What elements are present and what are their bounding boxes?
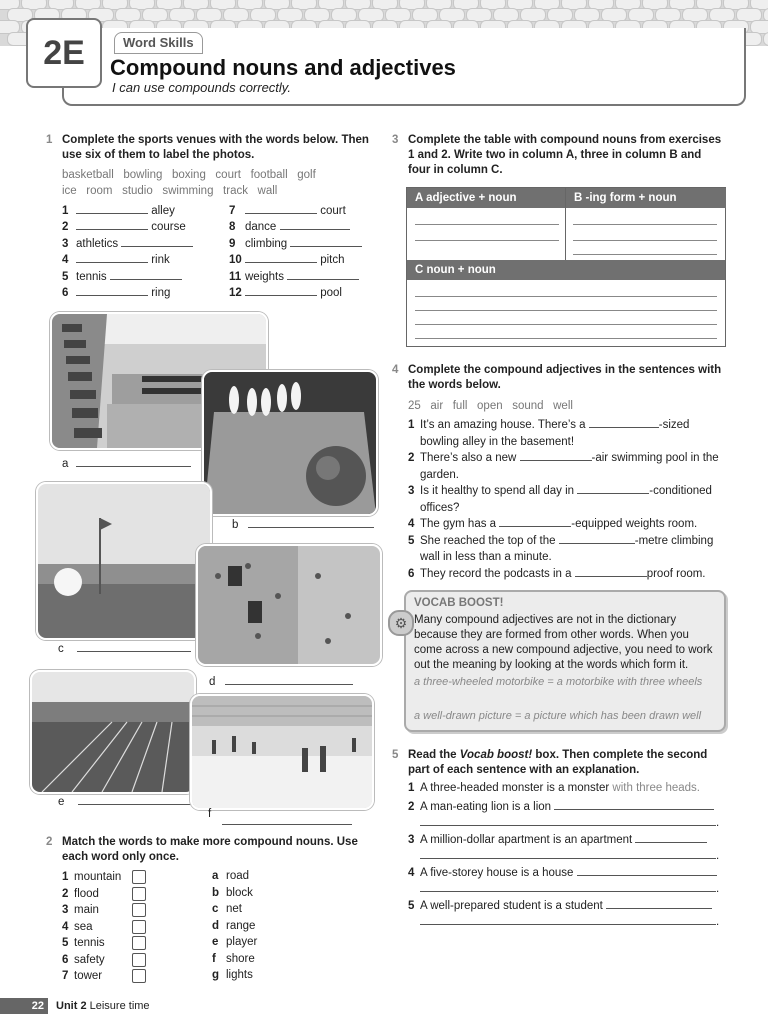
sentence-item: [408, 483, 728, 500]
match-option: [212, 953, 257, 970]
footer-unit-label: Unit 2: [56, 1000, 87, 1012]
exercise-5-items: [408, 782, 728, 931]
answer-blank[interactable]: [589, 417, 659, 428]
photo-letter: f: [208, 808, 212, 820]
instruction-text: box. Then complete the second part of each sentence with an explanation.: [408, 749, 708, 776]
sentence-item: [408, 533, 728, 550]
word-box-line: ice room studio swimming track wall: [62, 185, 278, 197]
match-option: [212, 969, 257, 986]
item-number: 4: [62, 254, 69, 266]
item-text: weights: [245, 271, 284, 283]
ice-rink-image: [192, 696, 372, 808]
match-checkbox[interactable]: [132, 969, 146, 983]
exercise-3: [392, 133, 726, 178]
item-number: 6: [62, 953, 69, 966]
match-item: [62, 887, 146, 904]
sentence-item: [408, 832, 728, 848]
venue-item: [62, 236, 193, 250]
match-checkbox[interactable]: [132, 953, 146, 967]
option-word: lights: [226, 969, 253, 981]
exercise-3-instruction: Complete the table with compound nouns from exercises 1 and 2. Write two in column A, three in column B and four in column C.: [408, 134, 722, 176]
answer-blank[interactable]: [577, 865, 717, 876]
answer-line[interactable]: [573, 240, 717, 241]
exercise-4-items: [408, 417, 728, 582]
answer-blank[interactable]: [76, 285, 148, 296]
option-letter: f: [212, 952, 216, 965]
answer-blank[interactable]: [420, 914, 716, 925]
exercise-number: 4: [392, 364, 399, 376]
item-word: flood: [74, 887, 99, 900]
sentence-text: -metre climbing: [634, 534, 714, 547]
sentence-text: -sized: [658, 419, 690, 431]
item-word: sea: [74, 920, 93, 933]
match-option: [212, 903, 257, 920]
continuation-line: .: [408, 815, 728, 832]
photo-label-f-line: [222, 814, 352, 828]
sentence-item: [408, 865, 728, 881]
answer-line[interactable]: [573, 224, 717, 225]
item-number: 5: [62, 271, 69, 283]
match-option: [212, 920, 257, 937]
photo-letter: b: [232, 519, 239, 531]
answer-blank[interactable]: [420, 881, 716, 892]
item-number: 7: [229, 205, 236, 217]
word-box: 25 air full open sound well: [408, 400, 573, 412]
answer-blank[interactable]: [121, 236, 193, 247]
section-tab: Word Skills: [114, 32, 203, 54]
exercise-4-instruction: Complete the compound adjectives in the sentences with the words below.: [408, 364, 722, 391]
photo-label-b: [232, 517, 374, 531]
option-letter: g: [212, 969, 220, 981]
column-b-header: B -ing form + noun: [565, 188, 726, 208]
answer-line[interactable]: [415, 324, 717, 325]
answer-line[interactable]: [415, 310, 717, 311]
item-number: 11: [229, 271, 242, 283]
item-text: dance: [245, 221, 277, 233]
sentence-text: A million-dollar apartment is an apartment: [420, 834, 633, 846]
match-item: [62, 953, 146, 970]
sentence-text: They record the podcasts in a: [420, 567, 572, 580]
item-number: 2: [408, 801, 415, 813]
venue-item: [62, 285, 170, 299]
answer-line[interactable]: [415, 296, 717, 297]
answer-blank[interactable]: [290, 236, 362, 247]
item-text: climbing: [245, 238, 288, 250]
item-text: pool: [320, 287, 342, 299]
photo-label-c: [58, 641, 191, 655]
answer-blank[interactable]: [245, 203, 317, 214]
answer-blank[interactable]: [635, 832, 707, 843]
photo-letter: c: [58, 643, 64, 655]
photo-golf: [36, 482, 212, 640]
option-word: player: [226, 936, 258, 948]
instruction-emphasis: Vocab boost!: [459, 749, 533, 761]
unit-badge: 2E: [26, 18, 102, 88]
item-number: 3: [62, 904, 69, 917]
match-left-column: [62, 870, 146, 986]
item-text: athletics: [76, 238, 119, 250]
photo-ice-rink: [190, 694, 374, 810]
answer-blank[interactable]: [77, 641, 191, 652]
item-number: 2: [408, 452, 415, 464]
vocab-boost-box: [394, 590, 726, 732]
sentence-text: -equipped weights room.: [571, 518, 698, 530]
match-item: [62, 969, 146, 986]
sentence-text: A five-storey house is a house: [420, 867, 574, 879]
item-number: 5: [408, 534, 415, 547]
item-number: 1: [62, 871, 69, 884]
match-option: [212, 870, 257, 887]
answer-blank[interactable]: [559, 533, 635, 544]
item-number: 5: [408, 900, 415, 912]
answer-blank[interactable]: [76, 219, 148, 230]
answer-blank[interactable]: [78, 794, 194, 805]
answer-blank[interactable]: [606, 898, 712, 909]
answer-blank[interactable]: [575, 566, 647, 577]
continuation-line: .: [408, 881, 728, 898]
answer-blank[interactable]: [554, 799, 714, 810]
option-word: range: [226, 919, 256, 932]
exercise-5: [392, 748, 726, 778]
answer-blank[interactable]: [225, 674, 353, 685]
sentence-text: A well-prepared student is a student: [420, 900, 603, 912]
option-letter: c: [212, 903, 219, 915]
match-item: [62, 936, 146, 953]
item-word: tower: [74, 970, 103, 983]
column-divider: [565, 188, 566, 260]
item-number: 5: [62, 937, 69, 950]
sentence-item: [408, 417, 728, 434]
footer-unit-title: Leisure time: [89, 1000, 150, 1012]
answer-blank[interactable]: [76, 456, 191, 467]
sentence-text: She reached the top of the: [420, 534, 556, 547]
answer-line[interactable]: [415, 224, 559, 225]
match-checkbox[interactable]: [132, 920, 146, 934]
instruction-text: Read the: [408, 749, 457, 761]
vocab-body: Many compound adjectives are not in the dictionary because they are formed from other words. When you come across a new compound adjective, you need to work out the meaning by looking at the words which form it.: [414, 614, 713, 671]
bowling-image: [204, 372, 376, 514]
answer-line[interactable]: [573, 254, 717, 255]
option-letter: e: [212, 936, 219, 948]
item-number: 6: [62, 287, 69, 299]
sentence-text: The gym has a: [420, 518, 497, 530]
venue-item: [62, 219, 186, 233]
photo-label-f: [208, 808, 211, 820]
item-text: course: [151, 221, 186, 233]
exercise-1-instruction: Complete the sports venues with the words below. Then use six of them to label the photos.: [62, 134, 369, 161]
answer-blank[interactable]: [280, 219, 350, 230]
item-text: ring: [151, 287, 171, 299]
match-item: [62, 920, 146, 937]
continuation-line: .: [408, 848, 728, 865]
match-item: [62, 870, 146, 887]
answer-blank[interactable]: [110, 269, 182, 280]
item-word: mountain: [74, 871, 122, 884]
page-number: 22: [0, 998, 48, 1014]
sentence-text: bowling alley in the basement!: [420, 435, 575, 448]
sentence-item: [408, 782, 728, 799]
track-image: [32, 672, 194, 792]
exercise-2: [46, 835, 386, 865]
photo-letter: e: [58, 796, 65, 808]
answer-line[interactable]: [415, 240, 559, 241]
item-number: 2: [62, 221, 69, 233]
answer-blank[interactable]: [248, 517, 374, 528]
column-a-header: A adjective + noun: [407, 188, 565, 208]
item-number: 3: [408, 485, 415, 497]
answer-blank[interactable]: [245, 252, 317, 263]
sentence-text: offices?: [420, 501, 460, 514]
match-checkbox[interactable]: [132, 870, 146, 884]
answer-blank[interactable]: [245, 285, 317, 296]
exercise-1: [46, 133, 376, 199]
item-number: 4: [408, 518, 415, 530]
match-checkbox[interactable]: [132, 936, 146, 950]
header-pattern-pill: [763, 32, 768, 46]
item-number: 1: [408, 419, 415, 431]
sentence-item: [408, 450, 728, 467]
match-option: [212, 887, 257, 904]
sentence-text: -conditioned: [649, 485, 712, 497]
item-word: main: [74, 904, 99, 917]
column-c-header: C noun + noun: [407, 260, 725, 280]
example-answer: with three heads.: [612, 782, 701, 794]
compound-table: [406, 187, 726, 347]
continuation-line: .: [408, 914, 728, 931]
exercise-number: 5: [392, 749, 399, 761]
match-right-column: [212, 870, 257, 986]
match-option: [212, 936, 257, 953]
item-word: safety: [74, 953, 105, 966]
venue-item: [229, 236, 362, 250]
sentence-item: [408, 566, 728, 583]
answer-blank[interactable]: [287, 269, 359, 280]
venue-item: [229, 252, 345, 266]
venue-item: [229, 219, 350, 233]
climbing-image: [198, 546, 380, 664]
vocab-example: a three-wheeled motorbike = a motorbike with three wheels: [414, 676, 703, 688]
match-checkbox[interactable]: [132, 903, 146, 917]
item-number: 2: [62, 887, 69, 900]
gear-icon: ⚙: [388, 610, 414, 636]
sentence-item: [408, 799, 728, 815]
photo-climbing: [196, 544, 382, 666]
photo-label-a: [62, 456, 191, 470]
sentence-text: garden.: [420, 468, 460, 481]
sentence-text: It’s an amazing house. There’s a: [420, 419, 586, 431]
match-item: [62, 903, 146, 920]
venue-item: [62, 269, 182, 283]
sentence-text: A three-headed monster is a monster: [420, 782, 610, 794]
photo-letter: d: [209, 676, 216, 688]
venue-item: [62, 252, 170, 266]
venue-item: [62, 203, 175, 217]
item-number: 4: [408, 867, 415, 879]
golf-image: [38, 484, 210, 638]
sentence-text: There’s also a new: [420, 452, 517, 464]
answer-line[interactable]: [415, 338, 717, 339]
option-word: block: [226, 886, 253, 899]
venue-item: [229, 203, 346, 217]
sentence-text: proof room.: [646, 567, 706, 580]
sentence-text: -air swimming pool in the: [591, 452, 719, 464]
item-number: 10: [229, 254, 242, 266]
answer-blank[interactable]: [420, 848, 716, 859]
item-text: court: [320, 205, 346, 217]
word-box-line: basketball bowling boxing court football golf: [62, 169, 316, 181]
photo-label-e: [58, 794, 194, 808]
footer-unit: [56, 998, 150, 1014]
answer-blank[interactable]: [76, 203, 148, 214]
item-text: pitch: [320, 254, 345, 266]
item-number: 4: [62, 920, 69, 933]
photo-letter: a: [62, 458, 69, 470]
item-text: rink: [151, 254, 170, 266]
item-text: alley: [151, 205, 175, 217]
item-number: 8: [229, 221, 236, 233]
venue-item: [229, 285, 342, 299]
option-word: shore: [226, 952, 255, 965]
item-word: tennis: [74, 937, 105, 950]
item-number: 9: [229, 238, 236, 250]
photo-track: [30, 670, 196, 794]
exercise-number: 2: [46, 836, 53, 848]
answer-blank[interactable]: [577, 483, 649, 494]
item-number: 3: [62, 238, 69, 250]
answer-blank[interactable]: [222, 814, 352, 825]
exercise-4: [392, 363, 726, 414]
item-number: 1: [408, 782, 415, 794]
sentence-item: [408, 516, 728, 533]
answer-blank[interactable]: [520, 450, 592, 461]
exercise-5-instruction: [408, 748, 726, 778]
vocab-example: a well-drawn picture = a picture which has been drawn well: [414, 710, 702, 722]
answer-blank[interactable]: [420, 815, 716, 826]
item-number: 7: [62, 970, 69, 983]
exercise-number: 3: [392, 134, 399, 146]
sentence-item: [408, 898, 728, 914]
vocab-title: VOCAB BOOST!: [414, 597, 504, 609]
item-number: 1: [62, 205, 69, 217]
item-number: 12: [229, 287, 242, 299]
sentence-text: Is it healthy to spend all day in: [420, 485, 575, 497]
item-number: 6: [408, 567, 415, 580]
answer-blank[interactable]: [76, 252, 148, 263]
item-text: tennis: [76, 271, 107, 283]
answer-blank[interactable]: [499, 516, 571, 527]
item-number: 3: [408, 834, 415, 846]
option-letter: d: [212, 919, 220, 932]
option-word: net: [226, 903, 242, 915]
venue-item: [229, 269, 359, 283]
option-letter: a: [212, 870, 219, 882]
page-subtitle: I can use compounds correctly.: [112, 80, 291, 95]
photo-label-d: [209, 674, 353, 688]
page-title: Compound nouns and adjectives: [110, 55, 456, 80]
exercise-2-instruction: Match the words to make more compound nouns. Use each word only once.: [62, 836, 358, 863]
option-word: road: [226, 870, 250, 882]
sentence-text: wall in less than a minute.: [420, 551, 552, 563]
match-checkbox[interactable]: [132, 887, 146, 901]
option-letter: b: [212, 886, 220, 899]
photo-bowling: [202, 370, 378, 516]
sentence-text: A man-eating lion is a lion: [420, 801, 552, 813]
exercise-number: 1: [46, 134, 53, 146]
